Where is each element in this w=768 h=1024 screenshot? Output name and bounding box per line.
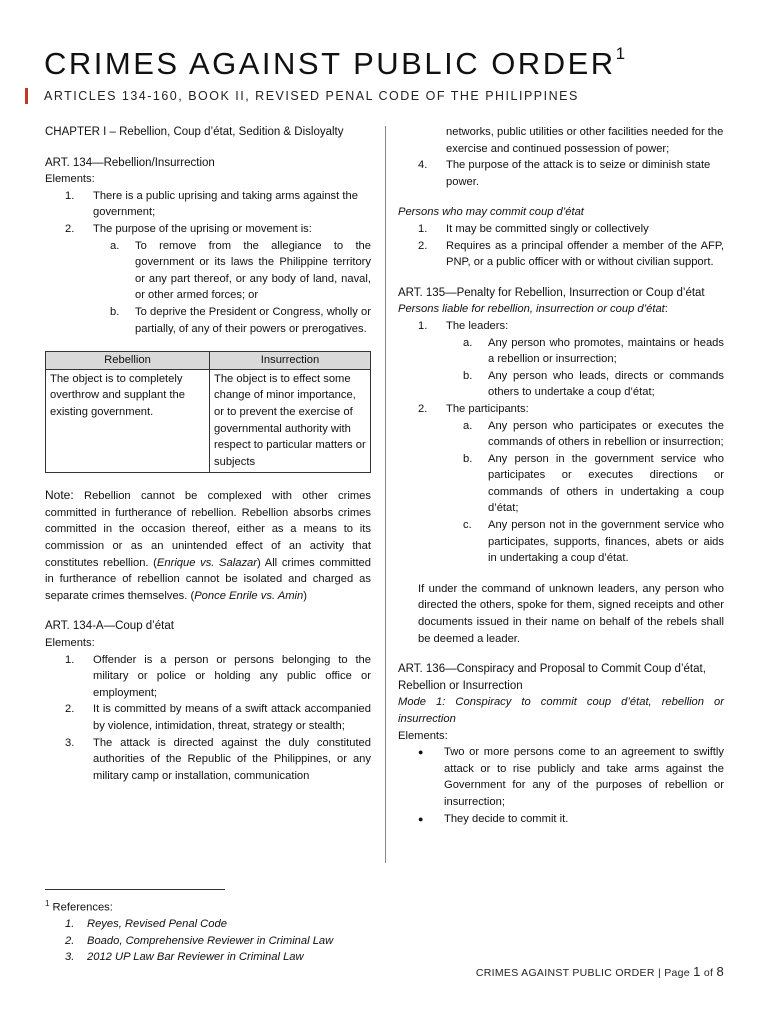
table-header-insurrection: Insurrection — [210, 352, 371, 370]
bullet-icon: ● — [418, 813, 424, 824]
who-may-commit-heading: Persons who may commit coup d’état — [398, 206, 584, 219]
persons-liable-text: Persons liable for rebellion, insurrection or coup d’état — [398, 303, 665, 316]
list-letter: a. — [463, 336, 473, 349]
footer-label: CRIMES AGAINST PUBLIC ORDER | Page — [475, 967, 694, 979]
list-number: 1. — [418, 222, 428, 235]
title-text: CRIMES AGAINST PUBLIC ORDER — [44, 46, 616, 81]
reference-number: 1. — [65, 918, 75, 931]
footnote-references — [45, 896, 333, 965]
table-cell-insurrection: The object is to effect some change of minor importance, or to prevent the exercise of governmental authority with respect to particular matters or subjects — [210, 369, 371, 473]
list-item — [398, 157, 724, 190]
footnote-divider — [45, 889, 225, 890]
list-text: The purpose of the uprising or movement is: — [93, 222, 312, 235]
list-text: Any person who participates or executes the commands of others in rebellion or insurrection; — [488, 419, 724, 449]
table-cell-rebellion: The object is to completely overthrow and supplant the existing government. — [46, 369, 210, 473]
document-title — [44, 43, 626, 82]
page-total: 8 — [716, 964, 724, 979]
right-column — [398, 124, 724, 827]
list-item — [45, 652, 371, 702]
footnote-label: References: — [49, 901, 113, 914]
note-label: Note: — [45, 488, 74, 503]
list-number: 1. — [65, 189, 75, 202]
list-text: Any person not in the government service who participates, supports, finances, abets or aids in undertaking a coup d’état. — [488, 519, 724, 565]
list-item — [45, 188, 371, 221]
left-column — [45, 124, 371, 784]
list-text: Offender is a person or persons belonging to the military or police or holding any public office or employment; — [93, 653, 371, 699]
list-text: They decide to commit it. — [444, 812, 569, 825]
list-text: It may be committed singly or collectively — [446, 222, 649, 235]
list-text: The participants: — [446, 402, 529, 415]
list-number: 1. — [65, 653, 75, 666]
reference-number: 3. — [65, 950, 75, 963]
footnote-heading — [45, 896, 333, 916]
reference-text: 2012 UP Law Bar Reviewer in Criminal Law — [87, 950, 304, 963]
mode1-heading: Mode 1: Conspiracy to commit coup d’état, rebellion or insurrection — [398, 696, 724, 725]
list-number: 1. — [418, 319, 428, 332]
unknown-leaders-paragraph: If under the command of unknown leaders, any person who directed the others, spoke for them, signed receipts and other documents issued in their name on behalf of the rebels shall be deemed a leader. — [418, 582, 724, 645]
reference-text: Boado, Comprehensive Reviewer in Criminal Law — [87, 934, 334, 947]
case-citation: Enrique vs. Salazar — [156, 556, 257, 569]
list-item-continued — [398, 124, 724, 157]
subtitle-accent-bar — [25, 88, 28, 104]
list-text: Any person who promotes, maintains or heads a rebellion or insurrection; — [488, 336, 724, 366]
list-text: Two or more persons come to an agreement to swiftly attack or to rise publicly and take arms against the Government for any of the purposes of rebellion or insurrection; — [444, 746, 724, 808]
page-number: 1 — [693, 964, 701, 979]
bullet-icon: ● — [418, 747, 424, 758]
list-text: Any person in the government service who participates or executes directions or commands of others in undertaking a coup d’état; — [488, 452, 724, 515]
list-item — [398, 318, 724, 335]
list-text: The attack is directed against the duly constituted authorities of the Republic of the Philippines, or any military camp or installation, communication — [93, 736, 371, 782]
art134a-heading: ART. 134-A—Coup d’état — [45, 620, 174, 633]
bullet-item — [398, 811, 724, 828]
list-text: It is committed by means of a swift attack accompanied by violence, intimidation, threat, strategy or stealth; — [93, 703, 371, 732]
sub-list-item — [398, 335, 724, 368]
list-text: There is a public uprising and taking arms against the government; — [93, 189, 358, 219]
persons-liable — [398, 301, 724, 318]
note-text: Rebellion cannot be complexed with other crimes committed in furtherance of rebellion. Rebellion absorbs crimes committed in the occasion thereof, either as a means to its commission or as an unintended effect of an activity that constitutes rebellion. ( — [45, 490, 371, 569]
list-text: The purpose of the attack is to seize or diminish state power. — [446, 159, 711, 188]
list-item — [45, 735, 371, 785]
list-item — [398, 221, 724, 238]
note-text: ) — [303, 589, 307, 602]
elements-label: Elements: — [45, 637, 95, 650]
list-item — [398, 238, 724, 271]
document-subtitle: ARTICLES 134-160, BOOK II, REVISED PENAL CODE OF THE PHILIPPINES — [44, 89, 579, 103]
footnote-marker: 1 — [615, 43, 626, 63]
list-number: 2. — [65, 222, 75, 235]
note-paragraph — [45, 487, 371, 604]
list-number: 2. — [418, 402, 428, 415]
bullet-item — [398, 744, 724, 810]
column-divider — [385, 126, 386, 863]
list-text: To remove from the allegiance to the government or its laws the Philippine territory or any part thereof, or any body of land, naval, or other armed forces; or — [135, 239, 371, 302]
list-item — [45, 221, 371, 238]
list-text: Any person who leads, directs or commands others to undertake a coup d’état; — [488, 369, 724, 399]
comparison-table — [45, 351, 371, 473]
sub-list-item — [45, 304, 371, 337]
list-letter: a. — [463, 419, 473, 432]
list-number: 4. — [418, 159, 428, 172]
list-letter: c. — [463, 519, 472, 532]
note-text: ) All crimes committed in furtherance of rebellion cannot be isolated and charged as separate crimes themselves. ( — [45, 556, 371, 602]
list-item — [398, 401, 724, 418]
list-number: 2. — [418, 239, 428, 252]
list-text: Requires as a principal offender a member of the AFP, PNP, or a public officer with or without civilian support. — [446, 239, 724, 269]
footer-of: of — [700, 967, 717, 979]
list-text: The leaders: — [446, 319, 509, 332]
list-text: networks, public utilities or other facilities needed for the exercise and continued possession of power; — [446, 126, 724, 155]
sub-list-item — [398, 418, 724, 451]
table-row — [46, 369, 371, 473]
art135-heading: ART. 135—Penalty for Rebellion, Insurrection or Coup d’état — [398, 286, 705, 299]
art134-heading: ART. 134—Rebellion/Insurrection — [45, 156, 215, 169]
reference-number: 2. — [65, 934, 75, 947]
chapter-heading: CHAPTER I – Rebellion, Coup d’état, Sedition & Disloyalty — [45, 126, 344, 138]
sub-list-item — [398, 368, 724, 401]
list-letter: b. — [463, 452, 473, 465]
art136-heading: ART. 136—Conspiracy and Proposal to Commit Coup d’état, Rebellion or Insurrection — [398, 663, 706, 692]
page-footer — [476, 964, 724, 979]
elements-label: Elements: — [45, 173, 95, 186]
sub-list-item — [398, 517, 724, 567]
reference-text: Reyes, Revised Penal Code — [87, 918, 227, 931]
case-citation: Ponce Enrile vs. Amin — [194, 589, 304, 602]
list-number: 3. — [65, 736, 75, 749]
reference-item — [45, 949, 333, 965]
sub-list-item — [45, 238, 371, 304]
list-letter: b. — [110, 305, 120, 318]
elements-label: Elements: — [398, 729, 448, 742]
persons-liable-colon: : — [664, 303, 668, 316]
list-item — [45, 701, 371, 734]
list-text: To deprive the President or Congress, wholly or partially, of any of their powers or prerogatives. — [135, 305, 371, 335]
table-header-rebellion: Rebellion — [46, 352, 210, 370]
reference-item — [45, 933, 333, 949]
footnote-marker: 1 — [45, 899, 50, 908]
reference-item — [45, 916, 333, 932]
list-letter: b. — [463, 369, 473, 382]
sub-list-item — [398, 451, 724, 517]
list-letter: a. — [110, 239, 120, 252]
list-number: 2. — [65, 703, 75, 716]
